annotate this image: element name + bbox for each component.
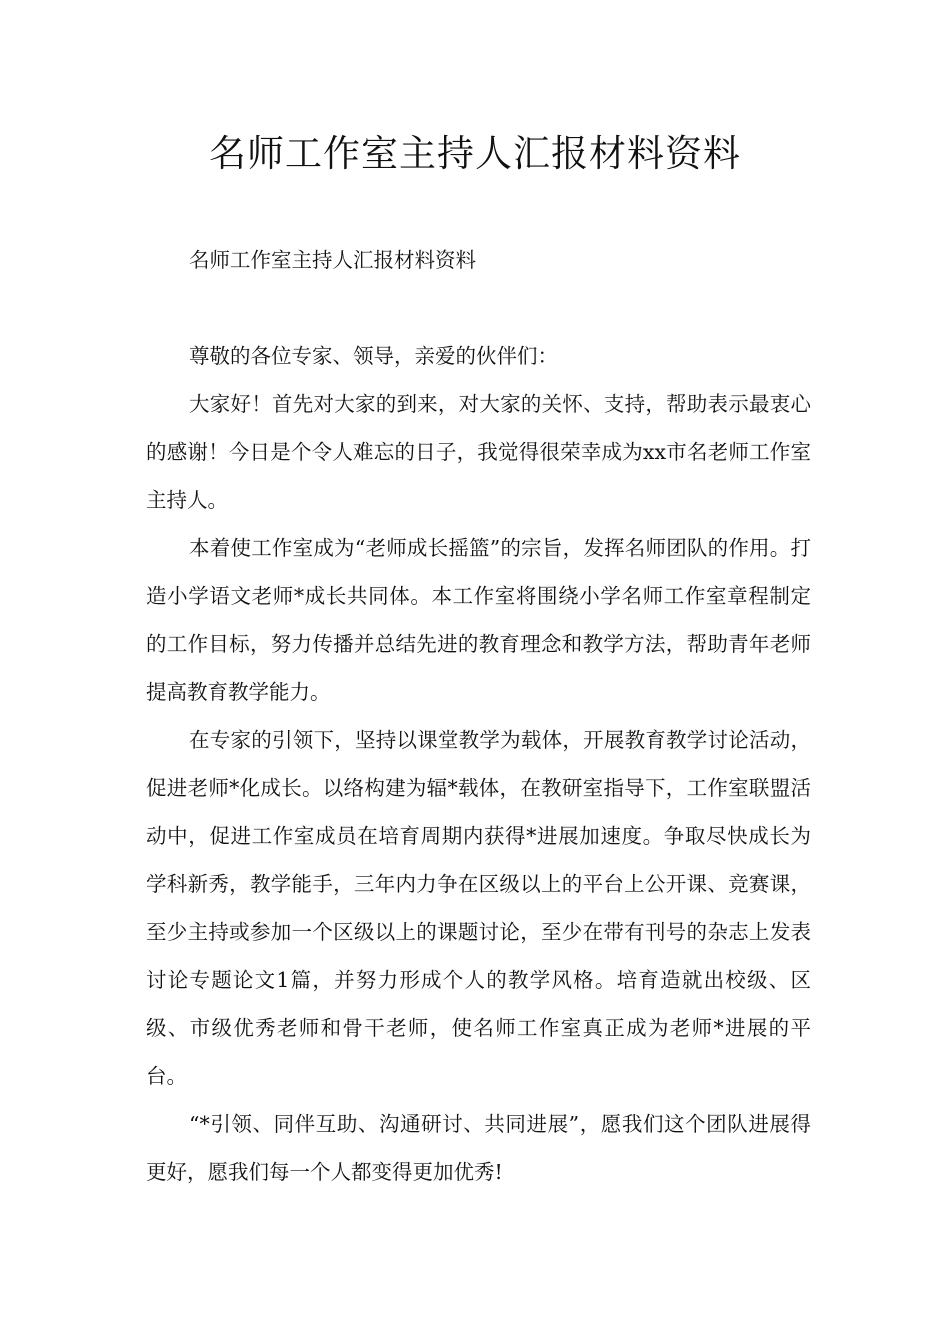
document-subtitle: 名师工作室主持人汇报材料资料: [189, 248, 477, 272]
body-paragraph: 在专家的引领下，坚持以课堂教学为载体，开展教育教学讨论活动，促进老师*化成长。以络构建为辐*载体，在教研室指导下，工作室联盟活动中，促进工作室成员在培育周期内获得*进展加速度。争取尽快成长为学科新秀，教学能手，三年内力争在区级以上的平台上公开课、竞赛课，至少主持或参加一个区级以上的课题讨论，至少在带有刊号的杂志上发表讨论专题论文1篇，并努力形成个人的教学风格。培育造就出校级、区级、市级优秀老师和骨干老师，使名师工作室真正成为老师*进展的平台。: [146, 728, 811, 1088]
body-paragraph: 本着使工作室成为“老师成长摇篮”的宗旨，发挥名师团队的作用。打造小学语文老师*成长共同体。本工作室将围绕小学名师工作室章程制定的工作目标，努力传播并总结先进的教育理念和教学方法，帮助青年老师提高教育教学能力。: [146, 536, 811, 704]
salutation-paragraph: 尊敬的各位专家、领导，亲爱的伙伴们：: [189, 344, 559, 368]
document-title: 名师工作室主持人汇报材料资料: [209, 132, 741, 175]
document-body: [146, 236, 811, 1196]
body-paragraph: 大家好！首先对大家的到来，对大家的关怀、支持，帮助表示最衷心的感谢！今日是个令人难忘的日子，我觉得很荣幸成为xx市名老师工作室主持人。: [146, 392, 811, 512]
closing-paragraph: “*引领、同伴互助、沟通研讨、共同进展”，愿我们这个团队进展得更好，愿我们每一个人都变得更加优秀!: [146, 1112, 811, 1184]
